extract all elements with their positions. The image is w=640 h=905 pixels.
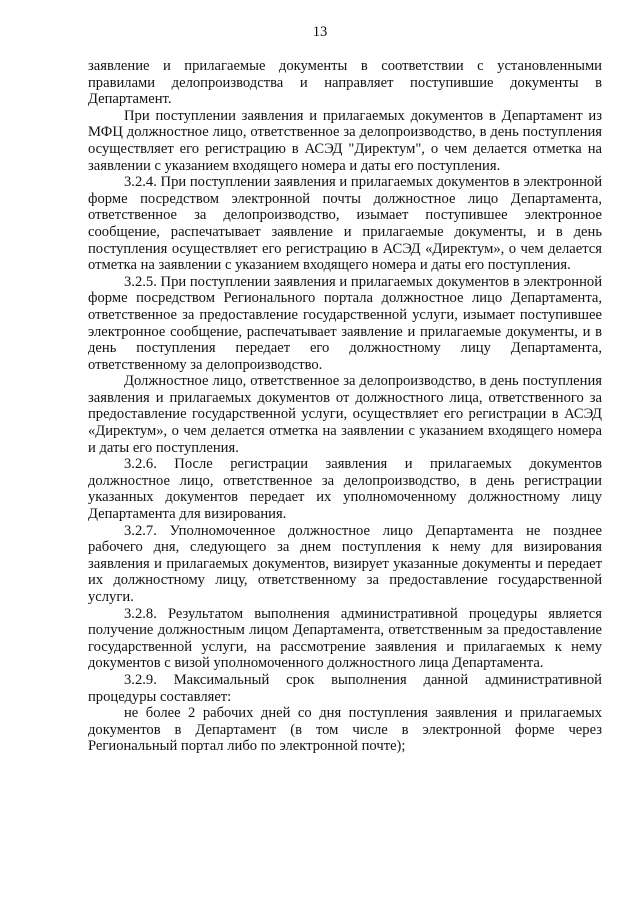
paragraph-registration: Должностное лицо, ответственное за делопроизводство, в день поступления заявления и прилагаемых документов от должностного лица, ответственного за предоставление государственной услуги, осуществляет его регистрации в АСЭД «Директум», о чем делается отметка на заявлении с указанием входящего номера и даты его поступления. [88, 373, 602, 456]
paragraph-1: заявление и прилагаемые документы в соответствии с установленными правилами делопроизводства и направляет поступившие документы в Департамент. [88, 58, 602, 108]
paragraph-3-2-5: 3.2.5. При поступлении заявления и прилагаемых документов в электронной форме посредством Регионального портала должностное лицо Департамента, ответственное за предоставление государственной услуги, изымает поступившее электронное сообщение, распечатывает заявление и прилагаемые документы, и в день поступления передает его должностному лицу Департамента, ответственному за делопроизводство. [88, 273, 602, 373]
paragraph-3-2-9: 3.2.9. Максимальный срок выполнения данной административной процедуры составляет: [88, 671, 602, 705]
page-number: 13 [312, 24, 328, 40]
paragraph-3-2-6: 3.2.6. После регистрации заявления и прилагаемых документов должностное лицо, ответственное за делопроизводство, в день регистрации указанных документов передает их уполномоченному должностному лицу Департамента для визирования. [88, 456, 602, 523]
paragraph-3-2-4: 3.2.4. При поступлении заявления и прилагаемых документов в электронной форме посредством электронной почты должностное лицо Департамента, ответственное за делопроизводство, изымает поступившее электронное сообщение, распечатывает заявление и прилагаемые документы, и в день поступления осуществляет его регистрацию в АСЭД «Директум», о чем делается отметка на заявлении с указанием входящего номера и даты его поступления. [88, 174, 602, 274]
paragraph-3-2-7: 3.2.7. Уполномоченное должностное лицо Департамента не позднее рабочего дня, следующего за днем поступления к нему для визирования заявления и прилагаемых документов, визирует указанные документы и передает их должностному лицу, ответственному за предоставление государственной услуги. [88, 522, 602, 605]
paragraph-3-2-8: 3.2.8. Результатом выполнения административной процедуры является получение должностным лицом Департамента, ответственным за предоставление государственной услуги, на рассмотрение заявления и прилагаемых к нему документов с визой уполномоченного должностного лица Департамента. [88, 605, 602, 672]
paragraph-deadline: не более 2 рабочих дней со дня поступления заявления и прилагаемых документов в Департамент (в том числе в электронной форме через Региональный портал либо по электронной почте); [88, 705, 602, 755]
paragraph-2: При поступлении заявления и прилагаемых документов в Департамент из МФЦ должностное лицо, ответственное за делопроизводство, в день поступления осуществляет его регистрацию в АСЭД "Директум", о чем делается отметка на заявлении с указанием входящего номера и даты его поступления. [88, 107, 602, 174]
document-body [88, 58, 602, 755]
